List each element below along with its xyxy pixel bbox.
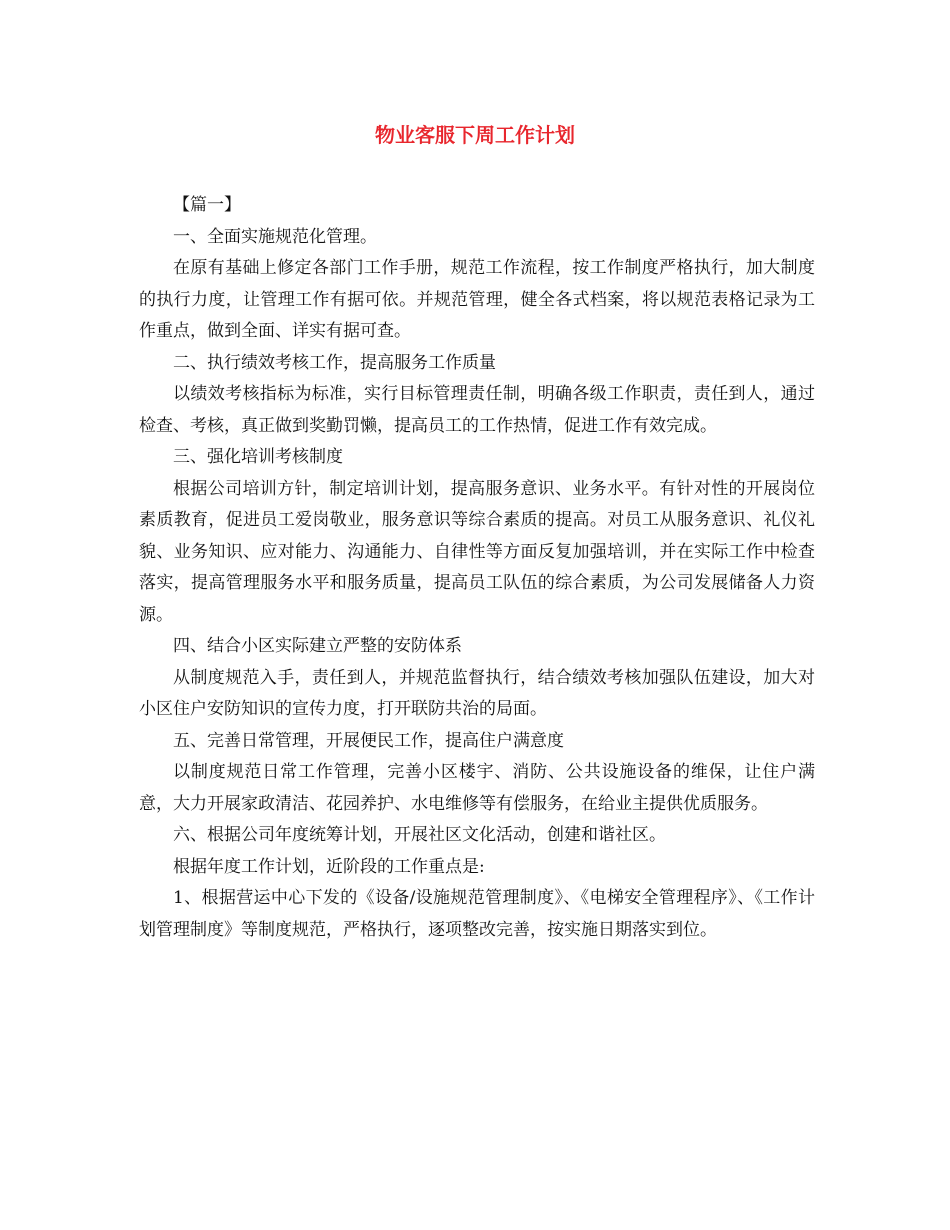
heading-1: 一、全面实施规范化管理。 [173, 226, 377, 247]
focus-intro: 根据年度工作计划，近阶段的工作重点是: [173, 856, 485, 877]
paragraph-3: 根据公司培训方针，制定培训计划，提高服务意识、业务水平。有针对性的开展岗位素质教育，促进员工爱岗敬业，服务意识等综合素质的提高。对员工从服务意识、礼仪礼貌、业务知识、应对能力、沟通能力、自律性等方面反复加强培训，并在实际工作中检查落实，提高管理服务水平和服务质量，提高员工队伍的综合素质，为公司发展储备人力资源。 [139, 478, 815, 625]
heading-6: 六、根据公司年度统筹计划，开展社区文化活动，创建和谐社区。 [173, 825, 666, 845]
paragraph-1: 在原有基础上修定各部门工作手册，规范工作流程，按工作制度严格执行，加大制度的执行力度，让管理工作有据可依。并规范管理，健全各式档案，将以规范表格记录为工作重点，做到全面、详实有据可查。 [139, 258, 815, 341]
heading-5: 五、完善日常管理，开展便民工作，提高住户满意度 [173, 730, 564, 751]
paragraph-4: 从制度规范入手，责任到人，并规范监督执行，结合绩效考核加强队伍建设，加大对小区住户安防知识的宣传力度，打开联防共治的局面。 [139, 667, 815, 719]
focus-item-1: 1、根据营运中心下发的《设备/设施规范管理制度》、《电梯安全管理程序》、《工作计划管理制度》等制度规范，严格执行，逐项整改完善，按实施日期落实到位。 [139, 888, 815, 940]
document-title: 物业客服下周工作计划 [375, 123, 575, 147]
paragraph-2: 以绩效考核指标为标准，实行目标管理责任制，明确各级工作职责，责任到人，通过检查、考核，真正做到奖勤罚懒，提高员工的工作热情，促进工作有效完成。 [139, 384, 815, 436]
section-heading-part-one: 【篇一】 [173, 195, 241, 215]
heading-4: 四、结合小区实际建立严整的安防体系 [173, 636, 462, 656]
paragraph-5: 以制度规范日常工作管理，完善小区楼宇、消防、公共设施设备的维保，让住户满意，大力开展家政清洁、花园养护、水电维修等有偿服务，在给业主提供优质服务。 [139, 762, 815, 814]
document-body [139, 190, 815, 946]
heading-3: 三、强化培训考核制度 [173, 447, 343, 467]
heading-2: 二、执行绩效考核工作，提高服务工作质量 [173, 352, 496, 373]
